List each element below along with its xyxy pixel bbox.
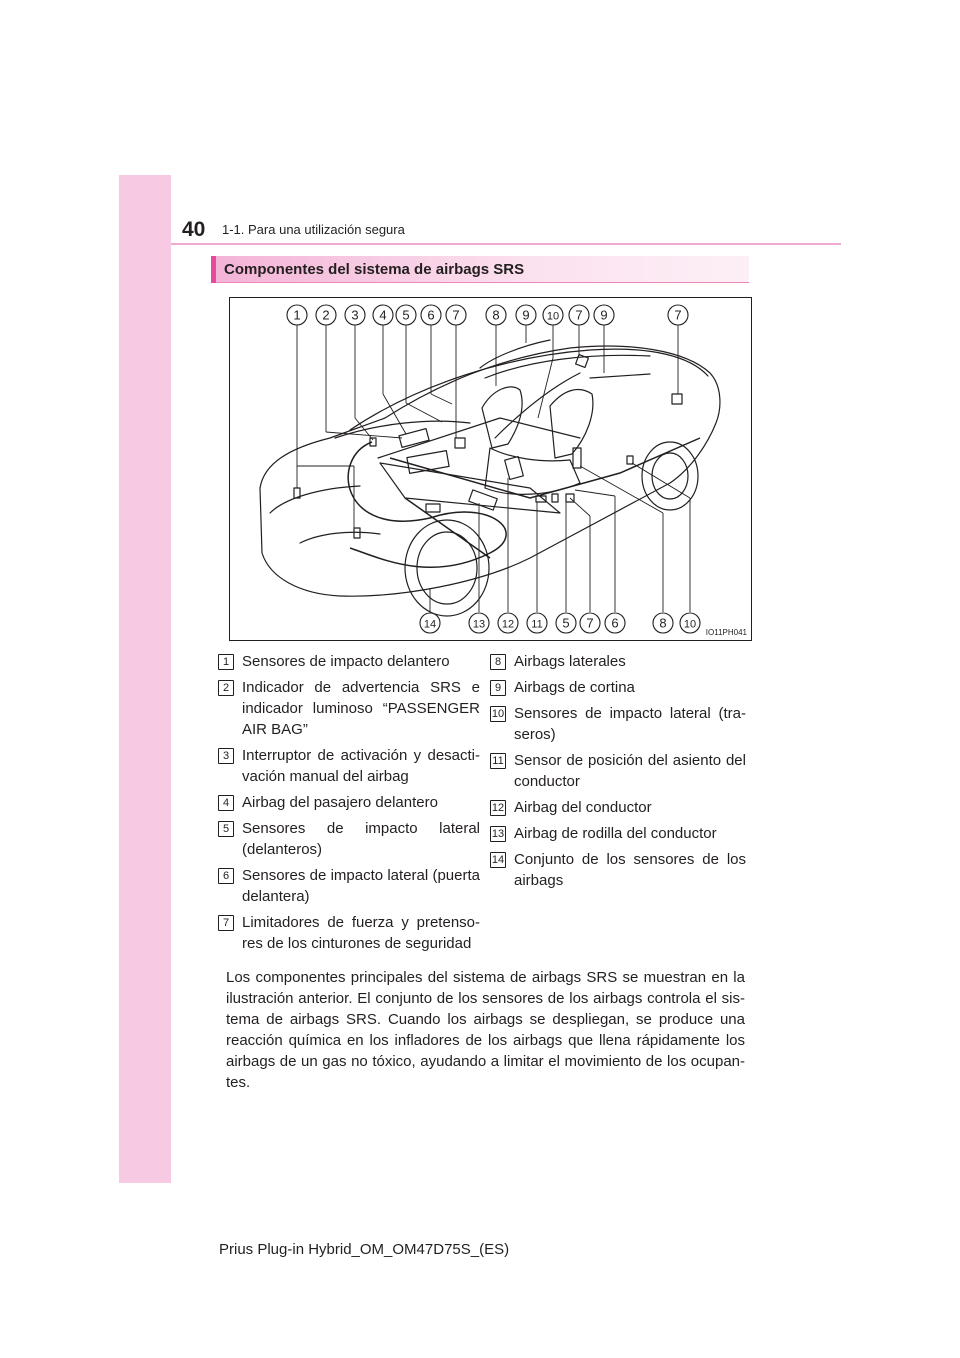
legend-text: Interruptor de activación y desacti- vación manual del airbag	[242, 747, 480, 785]
legend-item	[218, 677, 480, 740]
bottom-callout-number: 8	[659, 615, 667, 631]
legend-item	[218, 651, 480, 672]
legend-text: Sensores de impacto lateral (tra- seros)	[514, 705, 746, 743]
car-illustration	[230, 298, 751, 640]
legend-item	[490, 703, 746, 745]
bottom-callout-number: 14	[423, 618, 437, 631]
page-number: 40	[182, 218, 206, 241]
footer-doc-id: Prius Plug-in Hybrid_OM_OM47D75S_(ES)	[219, 1241, 510, 1258]
legend-number-badge: 11	[490, 753, 506, 769]
legend-left-column	[218, 651, 480, 959]
legend-item	[490, 849, 746, 891]
figure-code: IO11PH041	[705, 628, 747, 637]
legend-item	[490, 797, 746, 818]
legend-number-badge: 6	[218, 868, 234, 884]
legend-number-badge: 3	[218, 748, 234, 764]
legend-number-badge: 12	[491, 802, 505, 814]
heading-accent-bar	[211, 256, 216, 283]
legend-text: Sensor de posición del asiento del conductor	[514, 752, 746, 790]
bottom-callout-number: 13	[472, 618, 486, 631]
legend-number-badge: 13	[491, 828, 505, 840]
legend-text: Airbag de rodilla del conductor	[514, 825, 717, 842]
legend-number-badge: 10	[491, 708, 505, 720]
body-paragraph: Los componentes principales del sistema de airbags SRS se muestran en la ilustración anterior. El conjunto de los sensores de los airbags controla el sis- tema de airbags SRS. Cuando los airbags se despliegan, se produce una reacción química en los infladores de los airbags que llena rápidamente los airbags de un gas no tóxico, ayudando a limitar el movimiento de los ocupan- tes.	[226, 969, 745, 1091]
legend-number-badge: 7	[218, 915, 234, 931]
top-callout-number: 7	[575, 307, 583, 323]
legend-number-badge: 8	[490, 654, 506, 670]
box-heading	[211, 256, 749, 283]
legend-number-badge: 5	[218, 821, 234, 837]
bottom-callout-number: 7	[586, 615, 594, 631]
legend-item	[218, 745, 480, 787]
top-callout-number: 9	[600, 307, 608, 323]
legend-text: Airbags de cortina	[514, 679, 635, 696]
legend-item	[218, 818, 480, 860]
legend-number-badge: 9	[490, 680, 506, 696]
top-callout-number: 9	[522, 307, 530, 323]
airbag-components-figure	[229, 297, 752, 641]
box-heading-text: Componentes del sistema de airbags SRS	[224, 261, 525, 278]
legend-text: Sensores de impacto lateral (delanteros)	[242, 820, 480, 858]
chapter-side-strip	[119, 175, 171, 1183]
legend-text: Conjunto de los sensores de los airbags	[514, 851, 746, 889]
bottom-callout-number: 10	[683, 618, 697, 631]
top-callout-number: 5	[402, 307, 410, 323]
top-callout-number: 3	[351, 307, 359, 323]
legend-text: Limitadores de fuerza y pretenso- res de los cinturones de seguridad	[242, 914, 480, 952]
bottom-callout-number: 11	[531, 618, 543, 631]
top-callout-number: 7	[674, 307, 682, 323]
bottom-callout-number: 5	[562, 615, 570, 631]
legend-item	[490, 823, 746, 844]
top-callout-number: 6	[427, 307, 435, 323]
top-callout-number: 8	[492, 307, 500, 323]
legend-text: Sensores de impacto delantero	[242, 653, 450, 670]
top-callout-number: 10	[546, 310, 560, 323]
legend-right-column	[490, 651, 746, 896]
legend-item	[218, 912, 480, 954]
legend-item	[490, 651, 746, 672]
legend-item	[490, 677, 746, 698]
legend-number-badge: 2	[218, 680, 234, 696]
top-callout-number: 2	[322, 307, 330, 323]
legend-item	[490, 750, 746, 792]
legend-number-badge: 1	[218, 654, 234, 670]
legend-item	[218, 792, 480, 813]
top-callout-number: 7	[452, 307, 460, 323]
bottom-callout-number: 12	[501, 618, 515, 631]
top-callout-number: 4	[379, 307, 387, 323]
legend-text: Indicador de advertencia SRS e indicador luminoso “PASSENGER AIR BAG”	[242, 679, 480, 738]
legend-text: Airbag del pasajero delantero	[242, 794, 438, 811]
legend-number-badge: 14	[491, 854, 505, 866]
header-rule	[171, 243, 841, 245]
legend-number-badge: 4	[218, 795, 234, 811]
legend-text: Airbags laterales	[514, 653, 626, 670]
top-callout-number: 1	[293, 307, 301, 323]
bottom-callout-number: 6	[611, 615, 619, 631]
section-title: 1-1. Para una utilización segura	[222, 222, 405, 237]
legend-text: Sensores de impacto lateral (puerta delantera)	[242, 867, 480, 905]
legend-item	[218, 865, 480, 907]
legend-text: Airbag del conductor	[514, 799, 652, 816]
